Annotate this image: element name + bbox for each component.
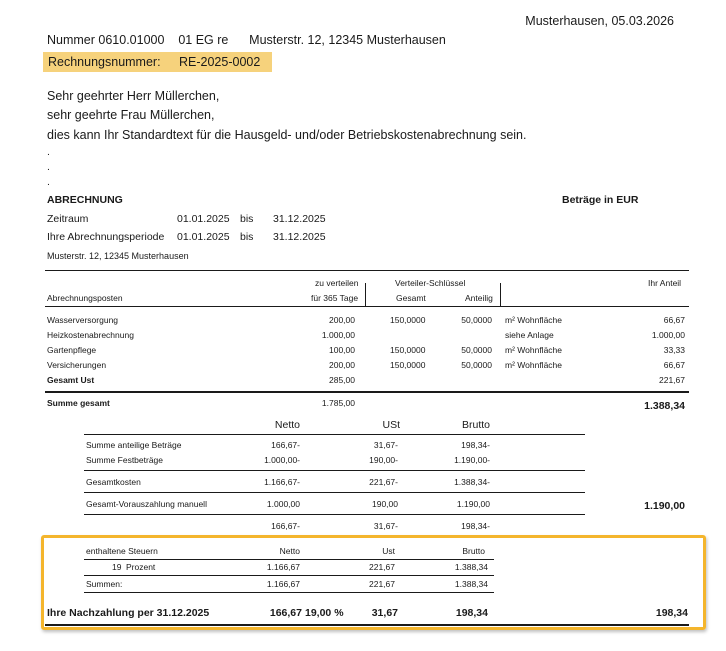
row-own: 33,33	[663, 345, 685, 355]
dot-1: .	[47, 146, 50, 158]
own-period-to: 31.12.2025	[273, 231, 326, 243]
table-head-line	[45, 306, 689, 307]
highlight-frame	[41, 535, 706, 630]
result-brutto: 198,34	[455, 607, 488, 619]
summary-row-netto: 1.000,00-	[264, 455, 300, 465]
total-ust-label: Gesamt Ust	[47, 375, 95, 385]
address-line: Nummer 0610.01000 01 EG re Musterstr. 12, 12345 Musterhausen	[47, 33, 446, 47]
grand-total-amount: 1.785,00	[321, 398, 355, 408]
summary-line-1	[84, 470, 585, 471]
letter-body: dies kann Ihr Standardtext für die Hausgeld- und/oder Betriebskostenabrechnung sein.	[47, 128, 527, 142]
summary-head-netto: Netto	[274, 419, 300, 431]
total-costs-netto: 1.166,67-	[264, 477, 300, 487]
total-ust-own: 221,67	[659, 375, 685, 385]
row-key-total: 150,0000	[390, 360, 426, 370]
summary-row-brutto: 1.190,00-	[454, 455, 490, 465]
row-amount: 200,00	[329, 315, 355, 325]
period-to: 31.12.2025	[273, 213, 326, 225]
row-unit: m² Wohnfläche	[505, 360, 563, 370]
own-period-from: 01.01.2025	[177, 231, 230, 243]
billing-title: ABRECHNUNG	[47, 194, 123, 206]
taxes-sum-label: Summen:	[86, 579, 123, 589]
row-unit: m² Wohnfläche	[505, 315, 563, 325]
grand-total-label: Summe gesamt	[47, 398, 110, 408]
taxes-head-netto: Netto	[279, 546, 300, 556]
result-rate: 19,00 %	[305, 607, 344, 619]
row-key-total: 150,0000	[390, 345, 426, 355]
dot-2: .	[47, 161, 50, 173]
invoice-label: Rechnungsnummer:	[48, 55, 161, 69]
taxes-rate-unit: Prozent	[126, 562, 156, 572]
row-own: 66,67	[663, 315, 685, 325]
col-own-share: Ihr Anteil	[648, 278, 682, 288]
summary-row-ust: 190,00-	[369, 455, 398, 465]
col-key-total: Gesamt	[396, 293, 426, 303]
dot-3: .	[47, 176, 50, 188]
col-distribute-2: für 365 Tage	[311, 293, 359, 303]
taxes-head-label: enthaltene Steuern	[86, 546, 158, 556]
summary-row-name: Summe anteilige Beträge	[86, 440, 182, 450]
col-key-share: Anteilig	[465, 293, 493, 303]
invoice-number: RE-2025-0002	[179, 55, 261, 69]
difference-brutto: 198,34-	[461, 521, 490, 531]
row-name: Heizkostenabrechnung	[47, 330, 134, 340]
summary-line-3	[84, 514, 585, 515]
prepayment-label: Gesamt-Vorauszahlung manuell	[86, 499, 207, 509]
summary-row-ust: 31,67-	[373, 440, 398, 450]
row-unit: siehe Anlage	[505, 330, 554, 340]
own-period-label: Ihre Abrechnungsperiode	[47, 231, 165, 243]
row-key-share: 50,0000	[461, 315, 492, 325]
row-amount: 200,00	[329, 360, 355, 370]
col-posten: Abrechnungsposten	[47, 293, 123, 303]
taxes-brutto: 1.388,34	[454, 562, 488, 572]
row-name: Wasserversorgung	[47, 315, 119, 325]
taxes-head-ust: Ust	[382, 546, 395, 556]
difference-netto: 166,67-	[271, 521, 300, 531]
taxes-rate: 19	[112, 562, 122, 572]
taxes-head-brutto: Brutto	[462, 546, 485, 556]
summary-row-brutto: 198,34-	[461, 440, 490, 450]
row-key-total: 150,0000	[390, 315, 426, 325]
header-sep-1	[365, 283, 366, 306]
taxes-sum-netto: 1.166,67	[266, 579, 300, 589]
period-label: Zeitraum	[47, 213, 89, 225]
difference-ust: 31,67-	[373, 521, 398, 531]
total-costs-brutto: 1.388,34-	[454, 477, 490, 487]
total-costs-label: Gesamtkosten	[86, 477, 141, 487]
period-from: 01.01.2025	[177, 213, 230, 225]
table-top-line	[45, 270, 689, 271]
result-label: Ihre Nachzahlung per 31.12.2025	[47, 607, 210, 619]
total-costs-ust: 221,67-	[369, 477, 398, 487]
prepayment-ust: 190,00	[372, 499, 398, 509]
grand-total-own: 1.388,34	[644, 400, 685, 412]
summary-head-ust: USt	[382, 419, 400, 431]
salutation-1: Sehr geehrter Herr Müllerchen,	[47, 89, 220, 103]
summary-head-line	[84, 434, 585, 435]
row-name: Versicherungen	[47, 360, 107, 370]
summary-line-2	[84, 492, 585, 493]
result-netto: 166,67	[269, 607, 302, 619]
header-sep-2	[500, 283, 501, 306]
result-own: 198,34	[655, 607, 688, 619]
place-date: Musterhausen, 05.03.2026	[525, 14, 674, 28]
taxes-ust: 221,67	[369, 562, 395, 572]
col-distribute-1: zu verteilen	[315, 278, 359, 288]
currency-note: Beträge in EUR	[562, 194, 639, 206]
salutation-2: sehr geehrte Frau Müllerchen,	[47, 108, 215, 122]
property-address: Musterstr. 12, 12345 Musterhausen	[47, 251, 189, 261]
row-own: 1.000,00	[651, 330, 685, 340]
taxes-netto: 1.166,67	[266, 562, 300, 572]
taxes-sum-ust: 221,67	[369, 579, 395, 589]
summary-row-name: Summe Festbeträge	[86, 455, 164, 465]
row-amount: 100,00	[329, 345, 355, 355]
prepayment-own: 1.190,00	[644, 500, 685, 512]
period-bis: bis	[240, 213, 254, 225]
row-name: Gartenpflege	[47, 345, 97, 355]
row-key-share: 50,0000	[461, 345, 492, 355]
row-unit: m² Wohnfläche	[505, 345, 563, 355]
row-amount: 1.000,00	[321, 330, 355, 340]
taxes-sum-brutto: 1.388,34	[454, 579, 488, 589]
summary-head-brutto: Brutto	[461, 419, 490, 431]
total-ust-amount: 285,00	[329, 375, 355, 385]
col-key-label: Verteiler-Schlüssel	[395, 278, 466, 288]
prepayment-brutto: 1.190,00	[456, 499, 490, 509]
total-line	[45, 391, 689, 393]
own-period-bis: bis	[240, 231, 254, 243]
row-key-share: 50,0000	[461, 360, 492, 370]
prepayment-netto: 1.000,00	[266, 499, 300, 509]
result-ust: 31,67	[371, 607, 398, 619]
row-own: 66,67	[663, 360, 685, 370]
summary-row-netto: 166,67-	[271, 440, 300, 450]
